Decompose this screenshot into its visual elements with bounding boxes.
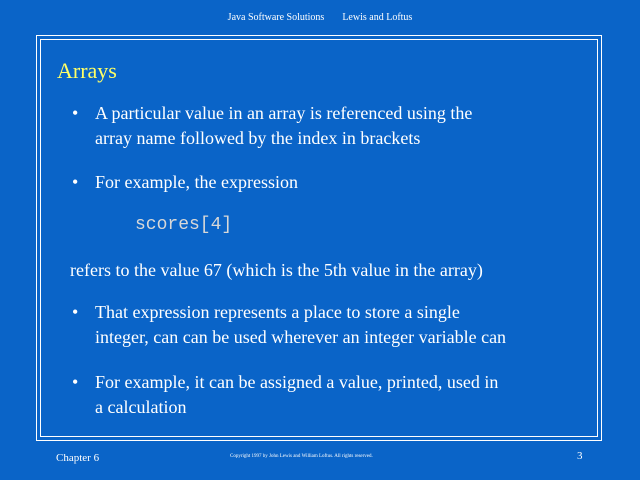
bullet-text-line: a calculation — [95, 397, 187, 417]
bullet-text-line: For example, it can be assigned a value, printed, used in — [95, 372, 499, 392]
bullet-text-line: For example, the expression — [95, 172, 298, 192]
slide-title: Arrays — [57, 58, 117, 83]
bullet-dot-icon: • — [72, 103, 79, 123]
footer-copyright: Copyright 1997 by John Lewis and William Loftus. All rights reserved. — [230, 454, 373, 459]
bullet-dot-icon: • — [72, 302, 79, 322]
bullet-item — [72, 101, 592, 151]
header-book-title: Java Software Solutions — [227, 12, 325, 23]
bullet-dot-icon: • — [72, 172, 79, 192]
bullet-text-line: A particular value in an array is referenced using the — [95, 103, 473, 123]
bullet-text-line: array name followed by the index in brackets — [95, 128, 421, 148]
code-expression: scores[4] — [135, 215, 233, 235]
bullet-item — [72, 370, 592, 420]
bullet-text-line: That expression represents a place to store a single — [95, 302, 460, 322]
slide-header — [0, 12, 640, 23]
bullet-item — [72, 300, 592, 350]
bullet-dot-icon: • — [72, 372, 79, 392]
footer-chapter: Chapter 6 — [56, 452, 100, 464]
bullet-text-line: integer, can can be used wherever an integer variable can — [95, 327, 507, 347]
explanation-text: refers to the value 67 (which is the 5th value in the array) — [70, 260, 483, 280]
header-authors: Lewis and Loftus — [342, 12, 413, 23]
footer-page-number: 3 — [577, 450, 583, 462]
bullet-item — [72, 170, 592, 195]
